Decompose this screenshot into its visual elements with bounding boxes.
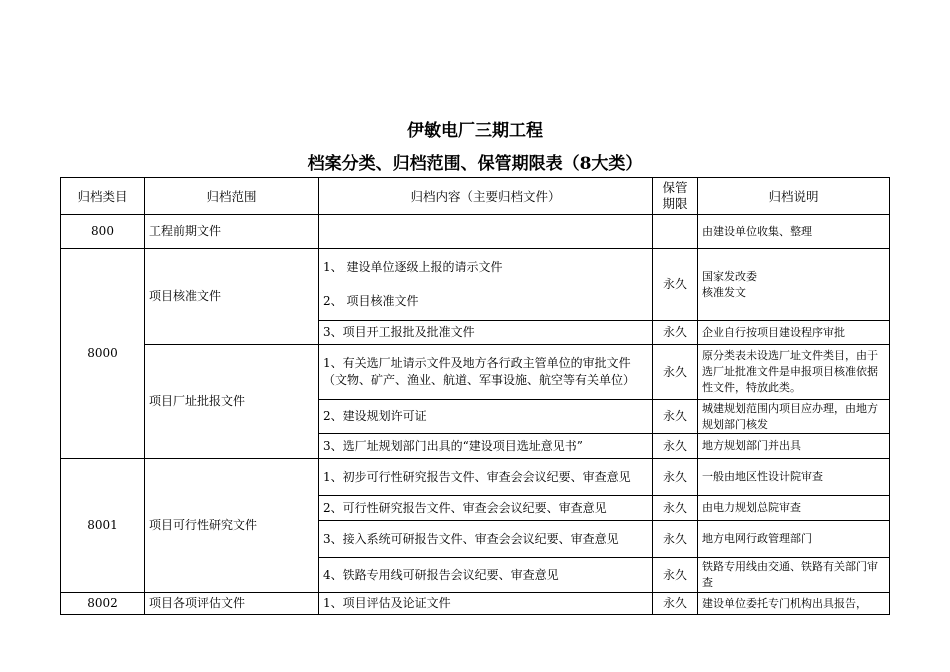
header-scope: 归档范围: [145, 178, 319, 215]
note-line: 国家发改委: [702, 269, 757, 283]
table-row: [61, 249, 890, 321]
content-cell: 3、接入系统可研报告文件、审查会会议纪要、审查意见: [319, 521, 653, 558]
period-cell: 永久: [653, 249, 698, 321]
header-content: 归档内容（主要归档文件）: [319, 178, 653, 215]
note-cell: 企业自行按项目建设程序审批: [698, 321, 890, 345]
category-code: 8000: [61, 249, 145, 459]
content-cell: 1、项目评估及论证文件: [319, 593, 653, 615]
content-line: 2、 项目核准文件: [323, 294, 419, 308]
period-cell: 永久: [653, 345, 698, 400]
period-cell: 永久: [653, 459, 698, 496]
note-cell: 原分类表未设选厂址文件类目，由于选厂址批准文件是申报项目核准依据性文件，特放此类。: [698, 345, 890, 400]
content-cell: 2、建设规划许可证: [319, 400, 653, 434]
scope-cell: 工程前期文件: [145, 215, 319, 249]
header-row: [61, 178, 890, 215]
scope-cell: 项目可行性研究文件: [145, 459, 319, 593]
period-cell: 永久: [653, 558, 698, 593]
document-subtitle: 档案分类、归档范围、保管期限表（8大类）: [307, 154, 643, 174]
content-cell: 1、有关选厂址请示文件及地方各行政主管单位的审批文件（文物、矿产、渔业、航道、军事设施、航空等有关单位）: [319, 345, 653, 400]
note-cell: [698, 249, 890, 321]
content-cell: 4、铁路专用线可研报告会议纪要、审查意见: [319, 558, 653, 593]
period-cell: 永久: [653, 434, 698, 459]
period-cell: 永久: [653, 400, 698, 434]
period-cell: 永久: [653, 496, 698, 521]
period-cell: 永久: [653, 521, 698, 558]
content-line: 1、 建设单位逐级上报的请示文件: [323, 260, 503, 274]
header-period: [653, 178, 698, 215]
header-category: 归档类目: [61, 178, 145, 215]
note-cell: 城建规划范围内项目应办理，由地方规划部门核发: [698, 400, 890, 434]
note-cell: 地方电网行政管理部门: [698, 521, 890, 558]
content-cell: 2、可行性研究报告文件、审查会会议纪要、审查意见: [319, 496, 653, 521]
period-cell: 永久: [653, 321, 698, 345]
header-period-line1: 保管: [662, 180, 688, 195]
note-cell: 由电力规划总院审查: [698, 496, 890, 521]
content-cell: 3、项目开工报批及批准文件: [319, 321, 653, 345]
category-code: 800: [61, 215, 145, 249]
scope-cell: 项目核准文件: [145, 249, 319, 345]
note-cell: 建设单位委托专门机构出具报告，: [698, 593, 890, 615]
note-line: 核准发文: [702, 285, 746, 299]
period-cell: [653, 215, 698, 249]
content-cell: 1、初步可行性研究报告文件、审查会会议纪要、审查意见: [319, 459, 653, 496]
category-code: 8002: [61, 593, 145, 615]
content-cell: 3、选厂址规划部门出具的“建设项目选址意见书”: [319, 434, 653, 459]
header-period-line2: 期限: [662, 196, 688, 211]
header-note: 归档说明: [698, 178, 890, 215]
table-row: [61, 593, 890, 615]
note-cell: 一般由地区性设计院审查: [698, 459, 890, 496]
category-code: 8001: [61, 459, 145, 593]
table-row: [61, 345, 890, 400]
scope-cell: 项目各项评估文件: [145, 593, 319, 615]
scope-cell: 项目厂址批报文件: [145, 345, 319, 459]
table-row: [61, 215, 890, 249]
table-row: [61, 459, 890, 496]
content-cell: [319, 215, 653, 249]
note-cell: 地方规划部门并出具: [698, 434, 890, 459]
document-title: 伊敏电厂三期工程: [407, 121, 543, 141]
content-cell: [319, 249, 653, 321]
note-cell: 铁路专用线由交通、铁路有关部门审查: [698, 558, 890, 593]
archive-classification-table: [60, 177, 890, 615]
period-cell: 永久: [653, 593, 698, 615]
note-cell: 由建设单位收集、整理: [698, 215, 890, 249]
